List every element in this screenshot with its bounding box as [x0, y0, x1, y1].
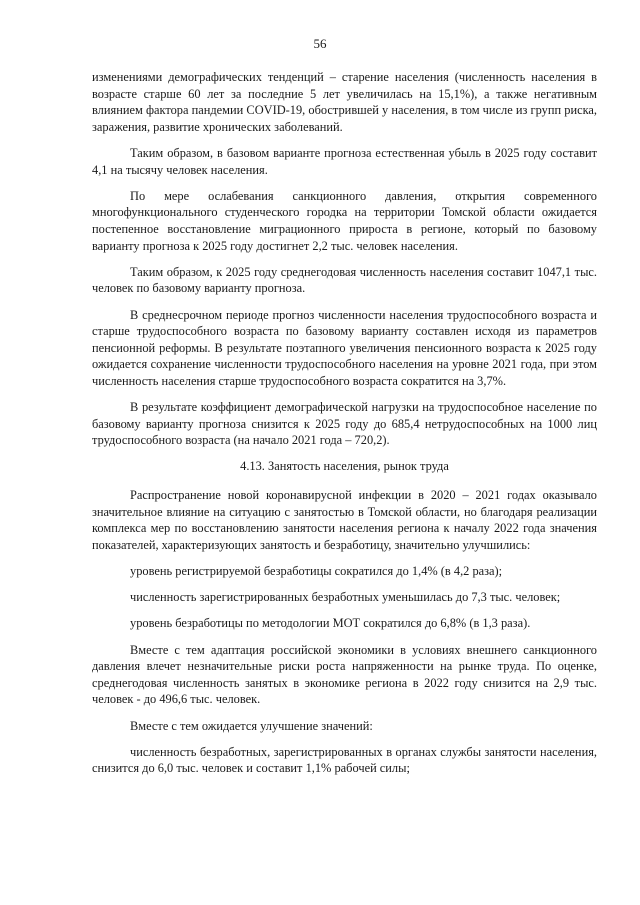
list-item-unemployed-forecast: численность безработных, зарегистрированных в органах службы занятости населения, снизится до 6,0 тыс. человек и составит 1,1% рабочей силы; [92, 744, 597, 776]
section-heading-employment: 4.13. Занятость населения, рынок труда [240, 459, 449, 474]
paragraph-labor-market-risks: Вместе с тем адаптация российской экономики в условиях внешнего санкционного давления влечет незначительные риски роста напряженности на рынке труда. По оценке, среднегодовая численность занятых в экономике региона в 2022 году снизится на 2,9 тыс. человек - до 496,6 тыс. человек. [92, 642, 597, 707]
list-item-registered-unemployment: уровень регистрируемой безработицы сократился до 1,4% (в 4,2 раза); [130, 564, 503, 578]
paragraph-migration-growth: По мере ослабевания санкционного давления, открытия современного многофункционального студенческого городка на территории Томской области ожидается постепенное восстановление миграционного прироста в регионе, который по базовому варианту прогноза к 2025 году достигнет 2,2 тыс. человек населения. [92, 188, 597, 253]
paragraph-natural-decline: Таким образом, в базовом варианте прогноза естественная убыль в 2025 году составит 4,1 на тысячу человек населения. [92, 145, 597, 177]
paragraph-average-population: Таким образом, к 2025 году среднегодовая численность населения составит 1047,1 тыс. человек по базовому варианту прогноза. [92, 264, 597, 296]
paragraph-expected-improvement: Вместе с тем ожидается улучшение значений: [130, 718, 373, 733]
paragraph-coronavirus-impact: Распространение новой коронавирусной инфекции в 2020 – 2021 годах оказывало значительное влияние на ситуацию с занятостью в Томской области, но благодаря реализации комплекса мер по восстановлению занятости населения региона к началу 2022 года значения показателей, характеризующих занятость и безработицу, значительно улучшились: [92, 488, 597, 552]
document-body [92, 69, 597, 787]
paragraph-dependency-ratio: В результате коэффициент демографической нагрузки на трудоспособное население по базовому варианту прогноза снизится к 2025 году до 685,4 нетрудоспособных на 1000 лиц трудоспособного возраста (на начало 2021 года – 720,2). [92, 400, 597, 448]
paragraph-demographic-trends: изменениями демографических тенденций – старение населения (численность населения в возрасте старше 60 лет за последние 5 лет увеличилась на 15,1%), а также негативным влиянием фактора пандемии COVID-19, обострившей у населения, в том числе из групп риска, заражения, развитие хронических заболеваний. [92, 70, 597, 134]
list-item-ilo-unemployment: уровень безработицы по методологии МОТ сократился до 6,8% (в 1,3 раза). [130, 616, 531, 631]
paragraph-working-age-forecast: В среднесрочном периоде прогноз численности населения трудоспособного возраста и старше трудоспособного возраста по базовому варианту составлен исходя из параметров пенсионной реформы. В результате поэтапного увеличения пенсионного возраста к 2025 году ожидается сохранение численности трудоспособного населения на уровне 2021 года, при этом численность населения старше трудоспособного возраста сократится на 3,7%. [92, 307, 597, 388]
page-number: 56 [313, 36, 327, 51]
list-item-registered-unemployed-count: численность зарегистрированных безработных уменьшилась до 7,3 тыс. человек; [130, 590, 561, 605]
